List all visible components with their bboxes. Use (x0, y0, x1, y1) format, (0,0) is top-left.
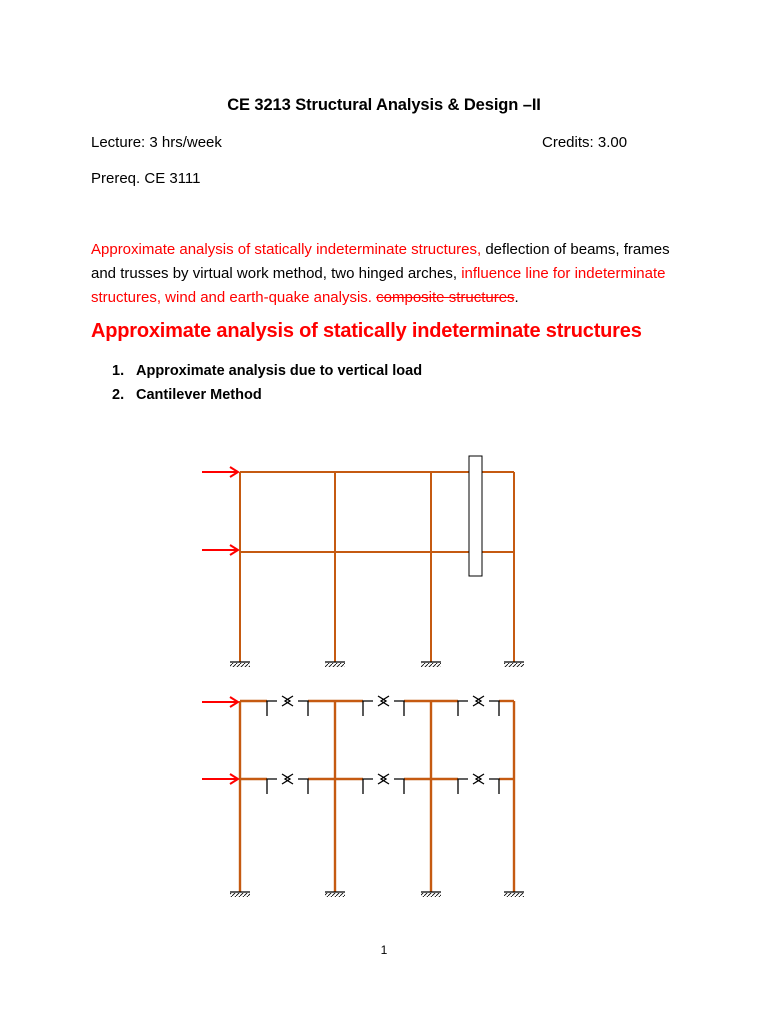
section-cut-rectangle (469, 456, 482, 576)
frame-diagram-1 (202, 456, 524, 667)
fixed-support (230, 892, 250, 897)
fixed-support (325, 662, 345, 667)
frame-2-load-arrows (202, 697, 238, 784)
frame-2-hinge-forces (267, 696, 499, 794)
frame-diagram-2 (202, 696, 524, 897)
hinge-force-pair (267, 774, 308, 794)
syllabus-topic-deflection: deflection of beams, frames and trusses by virtual work method, two hinged arches, (91, 241, 670, 282)
list-number: 2. (112, 387, 125, 403)
hinge-force-pair (363, 774, 404, 794)
frame-1-supports (230, 662, 524, 667)
page-title: CE 3213 Structural Analysis & Design –II (227, 96, 541, 114)
fixed-support (230, 662, 250, 667)
syllabus-topic-influence-line: influence line for indeterminate structures, wind and earth-quake analysis. (91, 265, 666, 306)
syllabus-topic-approximate-analysis: Approximate analysis of statically indeterminate structures, (91, 241, 482, 258)
lateral-load-arrow (202, 774, 238, 784)
lateral-load-arrow (202, 545, 238, 555)
hinge-force-pair (363, 696, 404, 716)
fixed-support (325, 892, 345, 897)
fixed-support (421, 662, 441, 667)
fixed-support (504, 662, 524, 667)
credits: Credits: 3.00 (542, 134, 628, 151)
hinge-force-pair (458, 774, 499, 794)
frame-1-load-arrows (202, 467, 238, 555)
lateral-load-arrow (202, 697, 238, 707)
syllabus-topic-composite-struck: composite structures (376, 289, 515, 306)
hinge-force-pair (267, 696, 308, 716)
syllabus-period: . (514, 289, 519, 306)
section-heading: Approximate analysis of statically indeterminate structures (91, 320, 642, 342)
list-text: Approximate analysis due to vertical load (136, 363, 423, 379)
frame-2-members (240, 701, 514, 892)
lecture-hours: Lecture: 3 hrs/week (91, 134, 222, 151)
page-number: 1 (380, 943, 388, 957)
hinge-force-pair (458, 696, 499, 716)
list-text: Cantilever Method (136, 387, 262, 403)
fixed-support (421, 892, 441, 897)
prerequisite: Prereq. CE 3111 (91, 170, 201, 187)
frame-2-supports (230, 892, 524, 897)
fixed-support (504, 892, 524, 897)
lateral-load-arrow (202, 467, 238, 477)
list-number: 1. (112, 363, 125, 379)
